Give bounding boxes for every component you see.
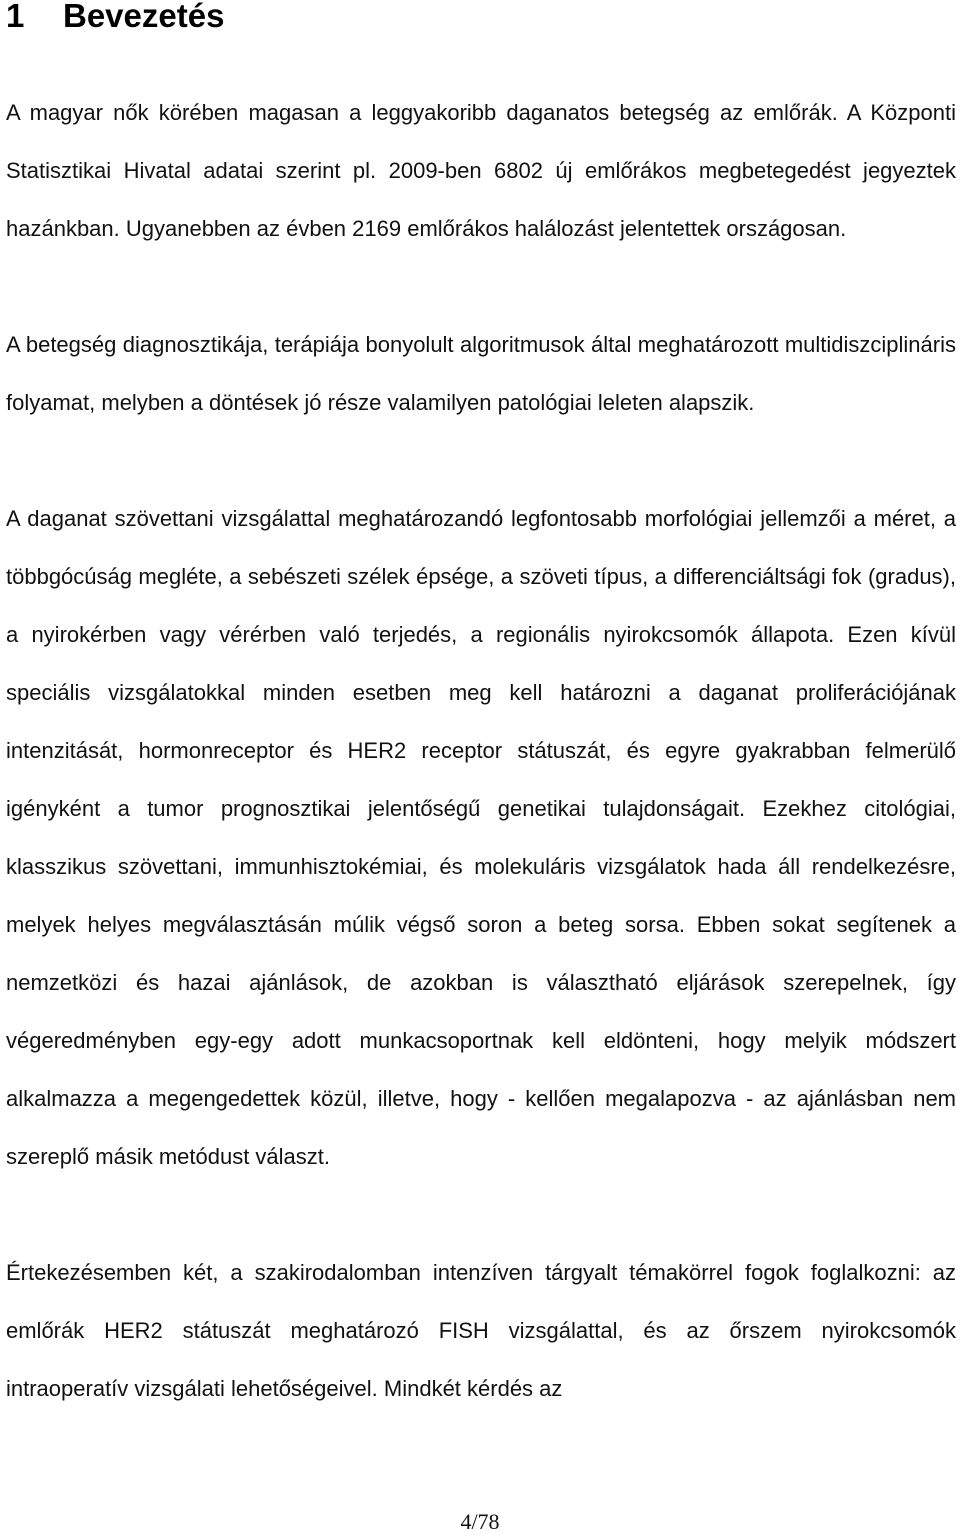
page-number: 4/78 (460, 1509, 500, 1534)
paragraph-statistics: A magyar nők körében magasan a leggyakoribb daganatos betegség az emlőrák. A Központi Statisztikai Hivatal adatai szerint pl. 2009-ben 6802 új emlőrákos megbetegedést jegyeztek hazánkban. Ugyanebben az évben 2169 emlőrákos halálozást jelentettek országosan. (6, 100, 956, 241)
section-heading (6, 0, 224, 38)
paragraph-dissertation-topics: Értekezésemben két, a szakirodalomban intenzíven tárgyalt témakörrel fogok foglalkozni: az emlőrák HER2 státuszát meghatározó FISH vizsgálattal, és az őrszem nyirokcsomók intraoperatív vizsgálati lehetőségeivel. Mindkét kérdés az (6, 1260, 956, 1401)
section-title: Bevezetés (63, 0, 225, 34)
paragraph-diagnostics: A betegség diagnosztikája, terápiája bonyolult algoritmusok által meghatározott multidiszciplináris folyamat, melyben a döntések jó része valamilyen patológiai leleten alapszik. (6, 332, 956, 415)
paragraph-morphology: A daganat szövettani vizsgálattal meghatározandó legfontosabb morfológiai jellemzői a méret, a többgócúság megléte, a sebészeti szélek épsége, a szöveti típus, a differenciáltsági fok (gradus), a nyirokérben vagy vérérben való terjedés, a regionális nyirokcsomók állapota. Ezen kívül speciális vizsgálatokkal minden esetben meg kell határozni a daganat proliferációjának intenzitását, hormonreceptor és HER2 receptor státuszát, és egyre gyakrabban felmerülő igényként a tumor prognosztikai jelentőségű genetikai tulajdonságait. Ezekhez citológiai, klasszikus szövettani, immunhisztokémiai, és molekuláris vizsgálatok hada áll rendelkezésre, melyek helyes megválasztásán múlik végső soron a beteg sorsa. Ebben sokat segítenek a nemzetközi és hazai ajánlások, de azokban is választható eljárások szerepelnek, így végeredményben egy-egy adott munkacsoportnak kell eldönteni, hogy melyik módszert alkalmazza a megengedettek közül, illetve, hogy - kellően megalapozva - az ajánlásban nem szereplő másik metódust választ. (6, 506, 956, 1169)
section-number: 1 (6, 0, 25, 34)
